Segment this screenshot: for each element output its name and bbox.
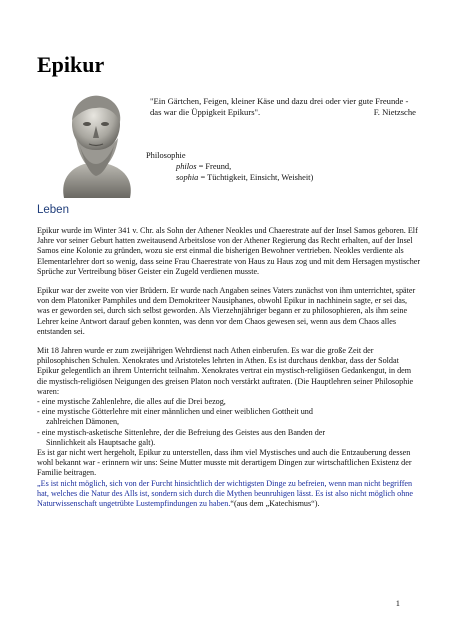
paragraph-3: Mit 18 Jahren wurde er zum zweijährigen Wehrdienst nach Athen einberufen. Es war die große Zeit der philosophischen Schulen. Xenokrates und Aristoteles lehrten in Athen. Es ist durchaus denkbar, dass der Soldat Epikur gelegentlich an ihrem Unterricht teilnahm. Xenokrates vertrat ein mystisch-religiösen Gedankengut, in dem die mystisch-religiösen Neigungen des greisen Platon noch verstärkt auftraten. (Die Hauptlehren seiner Philosophie waren: — [37, 346, 414, 396]
page-title: Epikur — [37, 52, 105, 77]
paragraph-1: Epikur wurde im Winter 341 v. Chr. als Sohn der Athener Neokles und Chaerestrate auf der Insel Samos geboren. Elf Jahre vor seiner Geburt hatten zweitausend Arbeitslose von der Athener Regierung das Recht erhalten, auf der Insel Samos eine Kolonie zu gründen, wozu sie erst einmal die bisherigen Bewohner vertrieben. Neokles verdiente als Elementarlehrer dort so wenig, dass seine Frau Chaerestrate von Haus zu Haus zog und mit dem Hersagen mystischer Sprüche zur Vertreibung böser Geister ein Zugeld verdienen musste. — [37, 226, 421, 276]
section-heading-leben: Leben — [37, 204, 69, 216]
philos-line — [146, 161, 396, 172]
quote-text: "Ein Gärtchen, Feigen, kleiner Käse und dazu drei oder vier gute Freunde - das war die Üppigkeit Epikurs". — [150, 96, 409, 117]
list-item: - eine mystisch-asketische Sittenlehre, der die Befreiung des Geistes aus den Banden der — [37, 427, 326, 437]
katechismus-quote: „Es ist nicht möglich, sich von der Furcht hinsichtlich der wichtigsten Dinge zu befreien, wenn man nicht begriffen hat, welches die Natur des Alls ist, sondern sich durch die Mythen beunruhigen lässt. Es ist also nicht möglich ohne Naturwissenschaft ungetrübte Lustempfindungen zu haben. — [37, 478, 413, 509]
epikur-bust-image — [50, 86, 142, 198]
sophia-def: = Tüchtigkeit, Einsicht, Weisheit) — [198, 173, 314, 182]
closing-paragraph — [37, 448, 421, 509]
closing-text: Es ist gar nicht wert hergeholt, Epikur zu unterstellen, dass ihm viel Mystisches und auch die Entzauberung dessen wohl bekannt war - erinnern wir uns: Seine Mutter musste mit derartigem Dingen zur wirtschaftlichen Existenz der Familie beitragen. — [37, 448, 412, 478]
philosophie-definition — [146, 150, 396, 183]
katechismus-source: “(aus dem „Katechismus“). — [230, 499, 320, 509]
sophia-line — [146, 172, 396, 183]
list-item-continuation: Sinnlichkeit als Hauptsache galt). — [46, 437, 156, 447]
list-item: - eine mystische Zahlenlehre, die alles auf die Drei bezog, — [37, 397, 226, 407]
body-text — [37, 226, 421, 509]
paragraph-2: Epikur war der zweite von vier Brüdern. Er wurde nach Angaben seines Vaters zunächst von ihm unterrichtet, später von dem Platoniker Pamphiles und dem Demokriteer Nausiphanes, obwohl Epikur in nachhinein sagte, er sei das, was er geworden sei, durch sich selbst geworden. Als Vierzehnjähriger begann er zu philosophieren, als ihm seine Lehrer keine Antwort darauf geben konnten, was denn vor dem Chaos gewesen sei, wenn aus dem Chaos alles entstanden sei. — [37, 286, 416, 336]
list-item: - eine mystische Götterlehre mit einer männlichen und einer weiblichen Gottheit und — [37, 407, 313, 417]
quote-author: F. Nietzsche — [373, 107, 416, 117]
philos-def: = Freund, — [196, 162, 232, 171]
philosophie-label: Philosophie — [146, 151, 186, 160]
list-item-continuation: zahlreichen Dämonen, — [46, 417, 120, 427]
nietzsche-quote — [150, 96, 420, 118]
page-number: 1 — [395, 598, 400, 608]
philos-term: philos — [176, 162, 197, 171]
sophia-term: sophia — [176, 173, 199, 182]
